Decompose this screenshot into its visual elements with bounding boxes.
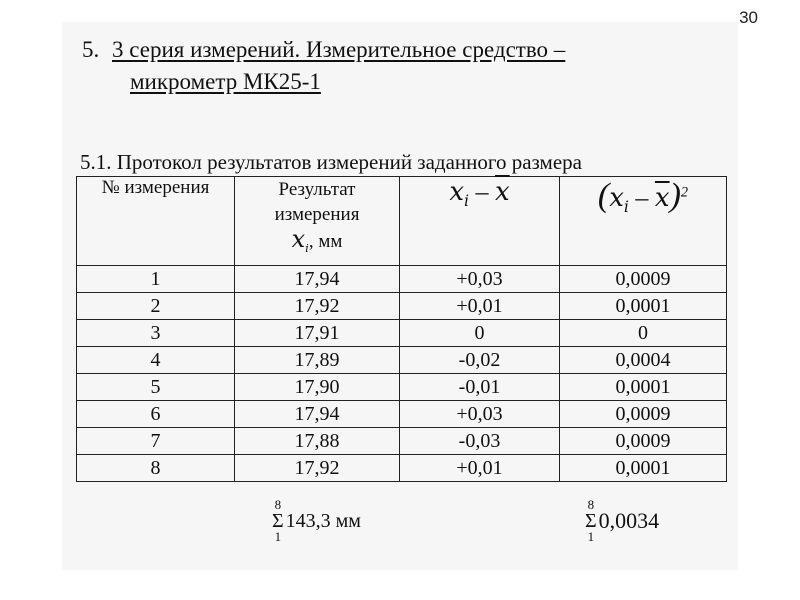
header-sq-power: 2 [680, 184, 689, 201]
sum-sigma-squares [585, 498, 597, 544]
cell-number: 6 [77, 401, 235, 428]
sigma-icon: Σ [585, 510, 597, 532]
header-result-unit: , мм [308, 231, 343, 252]
cell-squared: 0,0001 [560, 374, 727, 401]
squares-sum-value: 0,0034 [598, 508, 660, 533]
sum-upper: 8 [274, 497, 282, 512]
table-header-row [77, 177, 727, 266]
section-heading [82, 34, 565, 98]
table-row [77, 401, 727, 428]
header-result-sub: i [305, 240, 309, 255]
cell-number: 8 [77, 455, 235, 482]
cell-result: 17,88 [235, 428, 400, 455]
table-row [77, 347, 727, 374]
header-dev-minus: – [469, 177, 495, 206]
result-sum [272, 498, 361, 544]
cell-result: 17,89 [235, 347, 400, 374]
cell-squared: 0,0009 [560, 266, 727, 293]
page-number: 30 [739, 8, 758, 27]
cell-deviation: 0 [400, 320, 560, 347]
cell-result: 17,94 [235, 266, 400, 293]
header-sq-var: x [609, 183, 624, 213]
cell-result: 17,92 [235, 455, 400, 482]
measurement-table [76, 176, 727, 482]
header-measurement-number: № измерения [77, 177, 235, 266]
cell-squared: 0 [560, 320, 727, 347]
table-row [77, 374, 727, 401]
cell-number: 2 [77, 293, 235, 320]
heading-text-1: 3 серия измерений. Измерительное средство – [112, 37, 566, 62]
heading-text-2: микрометр МК25-1 [130, 69, 321, 94]
sum-upper: 8 [587, 497, 595, 512]
cell-deviation: -0,01 [400, 374, 560, 401]
header-sq-minus: – [628, 183, 655, 212]
cell-result: 17,90 [235, 374, 400, 401]
header-dev-sub: i [464, 192, 469, 211]
header-result-line2: измерения [274, 204, 360, 225]
cell-deviation: -0,02 [400, 347, 560, 374]
header-sq-sub: i [623, 198, 629, 217]
cell-deviation: +0,01 [400, 455, 560, 482]
squares-sum [585, 498, 659, 544]
header-sq-close: ) [669, 177, 681, 214]
header-dev-mean: $\overline{x}$ [495, 177, 510, 207]
cell-deviation: -0,03 [400, 428, 560, 455]
header-dev-var: x [449, 177, 464, 207]
result-sum-value: 143,3 мм [285, 509, 361, 532]
table-row [77, 293, 727, 320]
sum-lower: 1 [587, 529, 595, 544]
cell-deviation: +0,01 [400, 293, 560, 320]
header-result-line3 [235, 227, 399, 261]
header-result-var: x [291, 225, 306, 253]
header-result-line1: Результат [278, 179, 356, 200]
cell-squared: 0,0009 [560, 401, 727, 428]
cell-result: 17,91 [235, 320, 400, 347]
cell-number: 7 [77, 428, 235, 455]
table-row [77, 428, 727, 455]
header-sq-open: ( [597, 177, 610, 214]
heading-line-1 [82, 34, 565, 66]
heading-number: 5. [82, 37, 100, 62]
cell-squared: 0,0001 [560, 293, 727, 320]
table-caption: 5.1. Протокол результатов измерений заданного размера [80, 150, 582, 174]
sum-lower: 1 [274, 529, 282, 544]
table-row [77, 320, 727, 347]
header-sq-mean: $\overline{x}$ [654, 183, 670, 213]
table-row [77, 266, 727, 293]
table-row [77, 455, 727, 482]
cell-squared: 0,0004 [560, 347, 727, 374]
cell-number: 5 [77, 374, 235, 401]
table-body [77, 266, 727, 482]
header-deviation [400, 177, 560, 266]
heading-line-2 [82, 66, 565, 98]
cell-number: 3 [77, 320, 235, 347]
cell-deviation: +0,03 [400, 266, 560, 293]
cell-deviation: +0,03 [400, 401, 560, 428]
sum-sigma-result [272, 498, 284, 544]
cell-result: 17,92 [235, 293, 400, 320]
cell-number: 4 [77, 347, 235, 374]
cell-squared: 0,0001 [560, 455, 727, 482]
header-squared-deviation [560, 177, 727, 266]
cell-result: 17,94 [235, 401, 400, 428]
sigma-icon: Σ [272, 510, 284, 532]
header-result [235, 177, 400, 266]
cell-squared: 0,0009 [560, 428, 727, 455]
cell-number: 1 [77, 266, 235, 293]
